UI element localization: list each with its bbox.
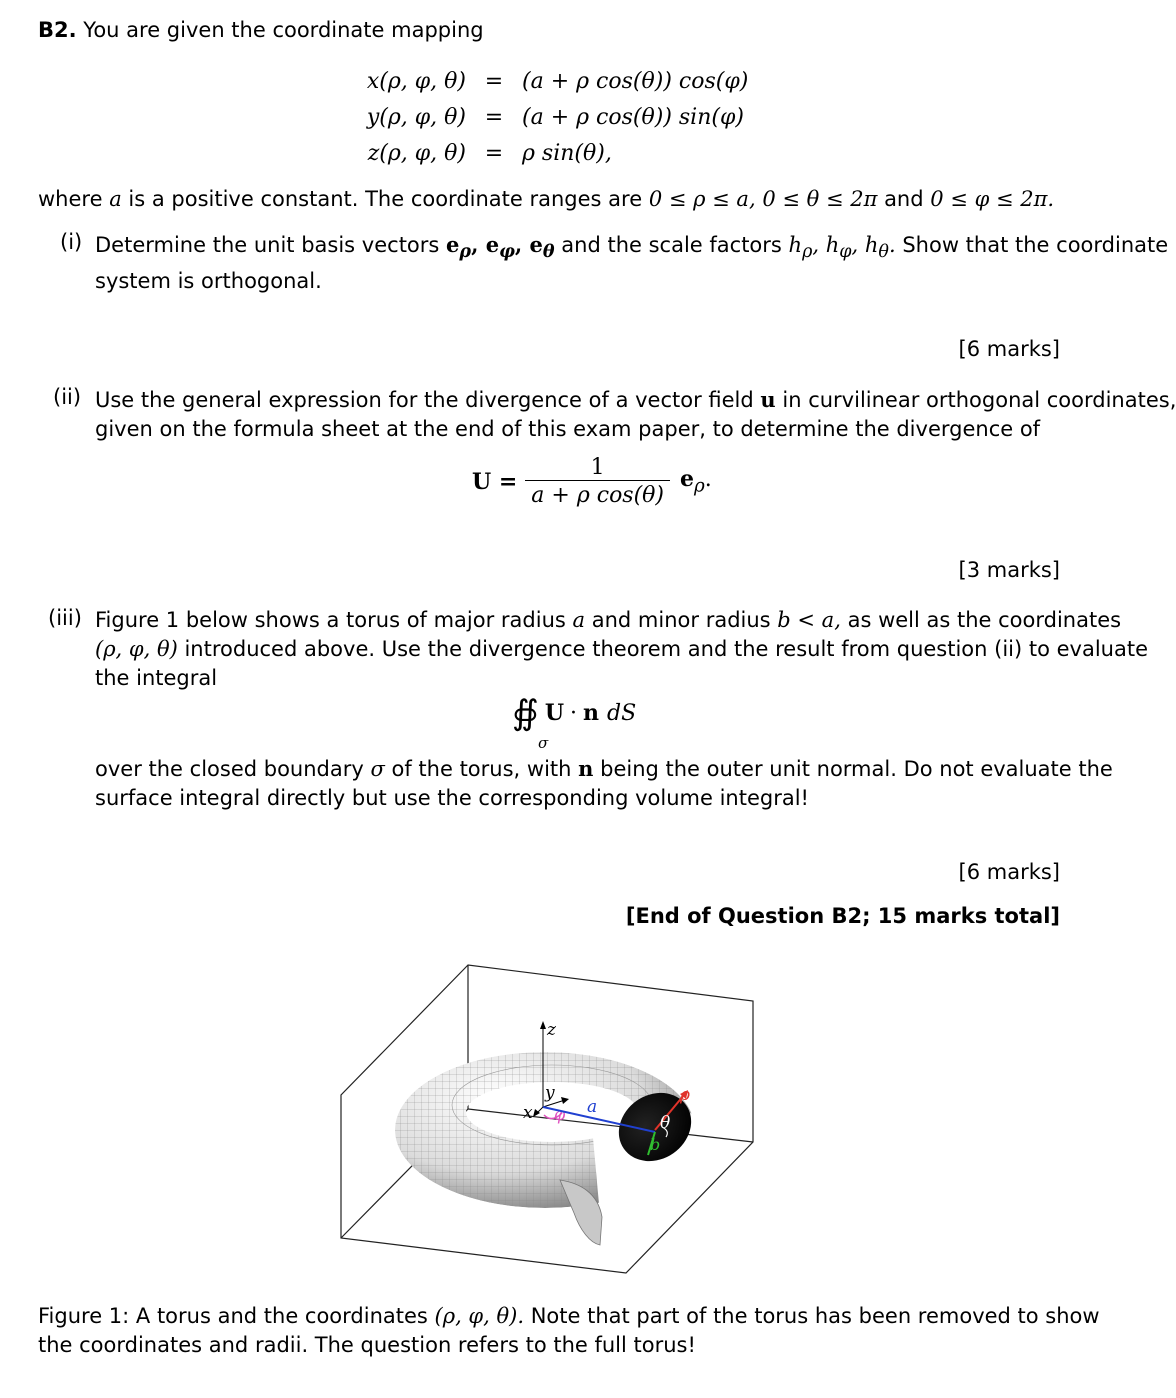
closed-surface-integral-sign: ∯ σ <box>512 693 539 733</box>
major-radius-label: a <box>587 1097 598 1117</box>
integrand-n: n <box>583 700 600 726</box>
x-axis-label: x <box>523 1103 533 1123</box>
equation-row-x <box>366 63 748 99</box>
fraction-numerator: 1 <box>590 455 605 480</box>
z-axis-arrowhead <box>540 1021 546 1029</box>
part-iii-text: and minor radius <box>591 608 771 632</box>
math-a: a <box>109 187 122 211</box>
part-ii-body <box>95 385 1176 444</box>
integral-subscript: σ <box>538 734 549 752</box>
ranges-text: where <box>38 187 103 211</box>
part-ii-marks: [3 marks] <box>958 558 1060 582</box>
rho-label: ρ <box>680 1085 690 1105</box>
y-axis-label: y <box>545 1083 555 1103</box>
equation-rel: = <box>484 68 504 94</box>
part-i-text: system is orthogonal. <box>95 269 322 294</box>
basis-vectors: $e_\rho$, $e_\varphi$, $e_\theta$ <box>446 232 555 263</box>
part-i-text: and the scale factors <box>561 233 782 257</box>
part-iii-body <box>95 606 1149 693</box>
question-heading <box>38 18 484 42</box>
ranges-text: is a positive constant. The coordinate ranges are <box>128 187 643 211</box>
caption-text: Note that part of the torus has been removed to show <box>530 1304 1100 1328</box>
math-sigma: σ <box>370 757 385 781</box>
coordinate-mapping-equations <box>366 63 748 171</box>
range-rho: 0 ≤ ρ ≤ a, <box>648 187 756 211</box>
part-iii-body-after <box>95 754 1113 813</box>
part-iii-text: being the outer unit normal. Do not evaluate the <box>600 757 1113 781</box>
part-ii-text: given on the formula sheet at the end of this exam paper, to determine the divergence of <box>95 417 1041 441</box>
fraction <box>525 455 670 508</box>
coordinate-ranges <box>38 185 1054 214</box>
equation-rhs: ρ sin(θ), <box>522 140 612 166</box>
equation-lhs: x(ρ, φ, θ) <box>366 68 466 94</box>
minor-radius-label: b <box>650 1135 661 1154</box>
end-of-question-note: [End of Question B2; 15 marks total] <box>625 904 1060 928</box>
part-iii-text: of the torus, with <box>391 757 572 781</box>
range-phi: 0 ≤ φ ≤ 2π. <box>930 187 1055 211</box>
part-i-body <box>95 230 1169 296</box>
equation-row-z <box>366 135 748 171</box>
formula-rhs: $e_\rho$. <box>680 466 712 497</box>
math-a: a <box>572 608 586 632</box>
caption-text: the coordinates and radii. The question refers to the full torus! <box>38 1333 696 1357</box>
part-iii-text: the integral <box>95 666 218 690</box>
part-iii-label: (iii) <box>48 606 82 630</box>
part-iii-marks: [6 marks] <box>958 860 1060 884</box>
integrand-ds: dS <box>607 700 637 726</box>
question-intro: You are given the coordinate mapping <box>83 18 484 42</box>
scale-factors: $h_\rho$, $h_\varphi$, $h_\theta$. <box>788 233 896 263</box>
vector-n: n <box>578 756 594 781</box>
caption-coords: (ρ, φ, θ). <box>434 1304 525 1328</box>
caption-text: Figure 1: A torus and the coordinates <box>38 1304 428 1328</box>
part-ii-label: (ii) <box>53 385 82 409</box>
figure-caption <box>38 1302 1100 1360</box>
part-iii-text: Figure 1 below shows a torus of major radius <box>95 608 566 632</box>
formula-lhs: U = <box>472 468 518 495</box>
math-coords: (ρ, φ, θ) <box>95 637 178 661</box>
part-i-text: Show that the coordinate <box>902 233 1169 257</box>
question-id: B2. <box>38 18 77 42</box>
part-iii-text: as well as the coordinates <box>847 608 1122 632</box>
part-i-marks: [6 marks] <box>958 337 1060 361</box>
part-iii-text: surface integral directly but use the corresponding volume integral! <box>95 786 809 810</box>
torus-figure <box>330 955 770 1285</box>
part-ii-text: in curvilinear orthogonal coordinates, <box>782 388 1176 412</box>
part-iii-text: over the closed boundary <box>95 757 364 781</box>
equation-rel: = <box>484 104 504 130</box>
equation-rhs: (a + ρ cos(θ)) sin(φ) <box>522 104 744 130</box>
surface-integral <box>512 693 637 752</box>
equation-lhs: y(ρ, φ, θ) <box>366 104 466 130</box>
vector-u: u <box>760 387 776 412</box>
part-ii-text: Use the general expression for the divergence of a vector field <box>95 388 754 412</box>
part-i-label: (i) <box>60 230 83 254</box>
phi-label: φ <box>554 1105 566 1124</box>
equation-lhs: z(ρ, φ, θ) <box>367 140 466 166</box>
math-b-less-a: b < a, <box>777 608 841 632</box>
part-i-text: Determine the unit basis vectors <box>95 233 440 257</box>
vector-field-formula <box>472 455 712 508</box>
ranges-text: and <box>884 187 924 211</box>
equation-row-y <box>366 99 748 135</box>
part-iii-text: introduced above. Use the divergence theorem and the result from question (ii) to evaluate <box>184 637 1149 661</box>
integrand-u: U <box>544 700 565 726</box>
equation-rhs: (a + ρ cos(θ)) cos(φ) <box>522 68 749 94</box>
range-theta: 0 ≤ θ ≤ 2π <box>762 187 878 211</box>
integrand-dot: · <box>570 700 578 726</box>
z-axis-label: z <box>547 1020 556 1040</box>
fraction-denominator: a + ρ cos(θ) <box>525 480 670 508</box>
theta-label: θ <box>660 1113 671 1133</box>
equation-rel: = <box>484 140 504 166</box>
